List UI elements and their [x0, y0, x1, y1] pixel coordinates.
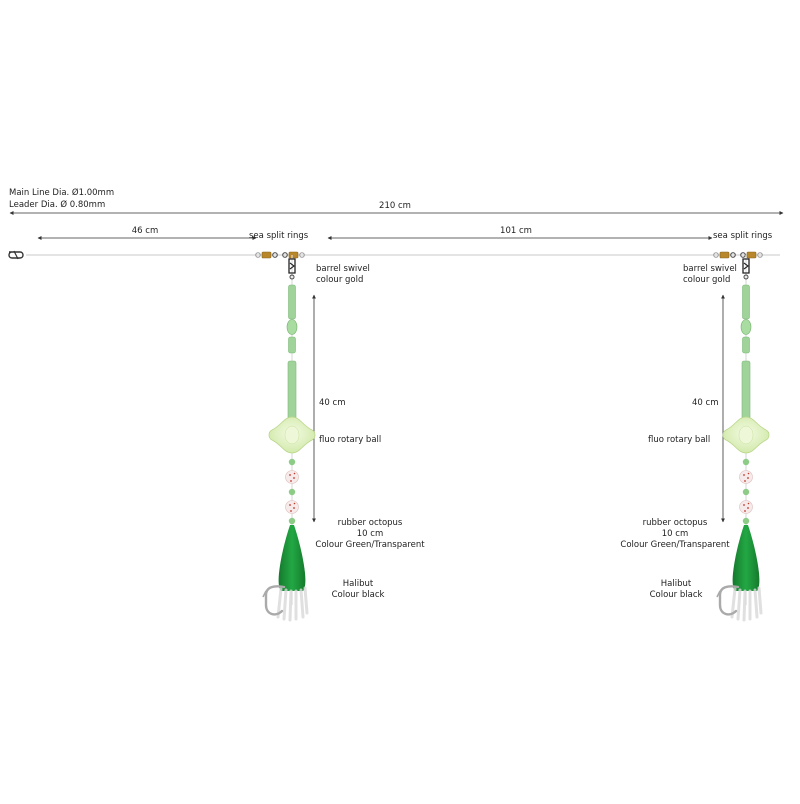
- octopus-label-left-2: 10 cm: [356, 529, 384, 539]
- main-line-spec: Main Line Dia. Ø1.00mm: [9, 188, 115, 198]
- snap-icon: [9, 251, 23, 259]
- hook-label-right-1: Halibut: [660, 579, 692, 589]
- rings-label-left: sea split rings: [249, 231, 309, 241]
- swivel-label-left-1: barrel swivel: [316, 264, 370, 274]
- octopus-label-left-1: rubber octopus: [337, 518, 403, 528]
- dim-101-label: 101 cm: [500, 226, 532, 236]
- rings-label-right: sea split rings: [713, 231, 773, 241]
- rig-right: [717, 255, 769, 620]
- octopus-label-right-1: rubber octopus: [642, 518, 708, 528]
- swivel-label-left-2: colour gold: [316, 275, 364, 285]
- swivel-label-right-1: barrel swivel: [683, 264, 737, 274]
- hook-label-left-2: Colour black: [331, 590, 385, 600]
- ball-label-left: fluo rotary ball: [319, 435, 382, 445]
- leader-length-right: 40 cm: [692, 398, 719, 408]
- ball-label-right: fluo rotary ball: [648, 435, 711, 445]
- dim-total-label: 210 cm: [379, 201, 411, 211]
- octopus-label-right-2: 10 cm: [661, 529, 689, 539]
- leader-spec: Leader Dia. Ø 0.80mm: [9, 200, 106, 210]
- octopus-label-left-3: Colour Green/Transparent: [315, 540, 425, 550]
- hook-label-left-1: Halibut: [342, 579, 374, 589]
- leader-length-left: 40 cm: [319, 398, 346, 408]
- rig-left: [263, 255, 315, 620]
- octopus-label-right-3: Colour Green/Transparent: [620, 540, 730, 550]
- dim-46-label: 46 cm: [131, 226, 159, 236]
- swivel-label-right-2: colour gold: [683, 275, 731, 285]
- hook-label-right-2: Colour black: [649, 590, 703, 600]
